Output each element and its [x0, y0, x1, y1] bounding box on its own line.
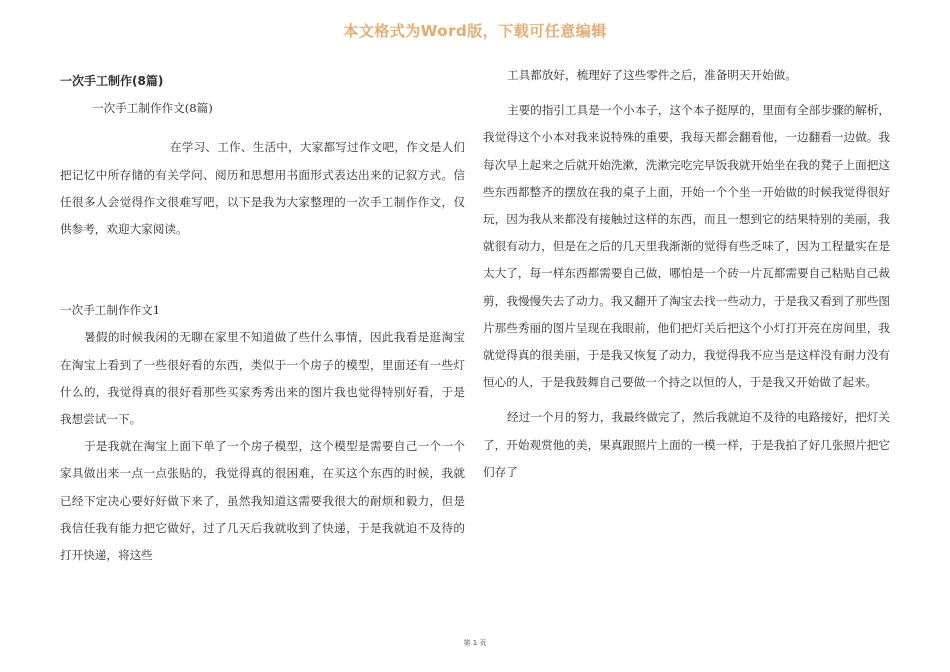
- body-paragraph: 主要的指引工具是一个小本子，这个本子挺厚的，里面有全部步骤的解析，我觉得这个小本对我来说特殊的重要，我每天都会翻看他，一边翻看一边做。我每次早上起来之后就开始洗漱，洗漱完吃完早饭我就开始坐在我的凳子上面把这些东西都整齐的摆放在我的桌子上面，开始一个个坐一开始做的时候我觉得很好玩，因为我从来都没有接触过这样的东西，而且一想到它的结果特别的美丽，我就很有动力，但是在之后的几天里我渐渐的觉得有些乏味了，因为工程量实在是太大了，每一样东西都需要自己做，哪怕是一个砖一片瓦都需要自己粘贴自己裁剪，我慢慢失去了动力。我又翻开了淘宝去找一些动力，于是我又看到了那些图片那些秀丽的图片呈现在我眼前，他们把灯关后把这个小灯打开亮在房间里，我就觉得真的很美丽，于是我又恢复了动力，我觉得我不应当是这样没有耐力没有恒心的人，于是我鼓舞自己要做一个持之以恒的人，于是我又开始做了起来。: [483, 103, 890, 390]
- body-paragraph: 于是我就在淘宝上面下单了一个房子模型，这个模型是需要自己一个一个家具做出来一点一点张贴的，我觉得真的很困难，在买这个东西的时候，我就已经下定决心要好好做下来了，虽然我知道这需要我很大的耐烦和毅力，但是我信任我有能力把它做好，过了几天后我就收到了快递，于是我就迫不及待的打开快递，将这些: [60, 439, 465, 563]
- left-column: [60, 68, 465, 569]
- intro-paragraph: 在学习、工作、生活中，大家都写过作文吧，作文是人们把记忆中所存储的有关学问、阅历和思想用书面形式表达出来的记叙方式。信任很多人会觉得作文很难写吧，以下是我为大家整理的一次手工制作作文，仅供参考，欢迎大家阅读。: [60, 140, 465, 237]
- body-paragraph: 暑假的时候我闲的无聊在家里不知道做了些什么事情，因此我看是逛淘宝在淘宝上看到了一些很好看的东西，类似于一个房子的模型，里面还有一些灯什么的，我觉得真的很好看那些买家秀秀出来的图片我也觉得特别好看，于是我想尝试一下。: [60, 330, 465, 427]
- section-heading: 一次手工制作作文1: [60, 303, 161, 318]
- right-column: [483, 62, 890, 486]
- page-number: 第 1 页: [463, 639, 487, 647]
- watermark-banner: 本文格式为Word版，下载可任意编辑: [343, 22, 607, 40]
- document-title: 一次手工制作(8篇): [60, 74, 164, 88]
- body-paragraph: 工具都放好，梳理好了这些零件之后，准备明天开始做。: [507, 68, 797, 82]
- body-paragraph: 经过一个月的努力，我最终做完了，然后我就迫不及待的电路接好，把灯关了，开始观赏他的美，果真跟照片上面的一模一样，于是我拍了好几张照片把它们存了: [483, 410, 890, 479]
- document-subtitle: 一次手工制作作文(8篇): [92, 101, 213, 116]
